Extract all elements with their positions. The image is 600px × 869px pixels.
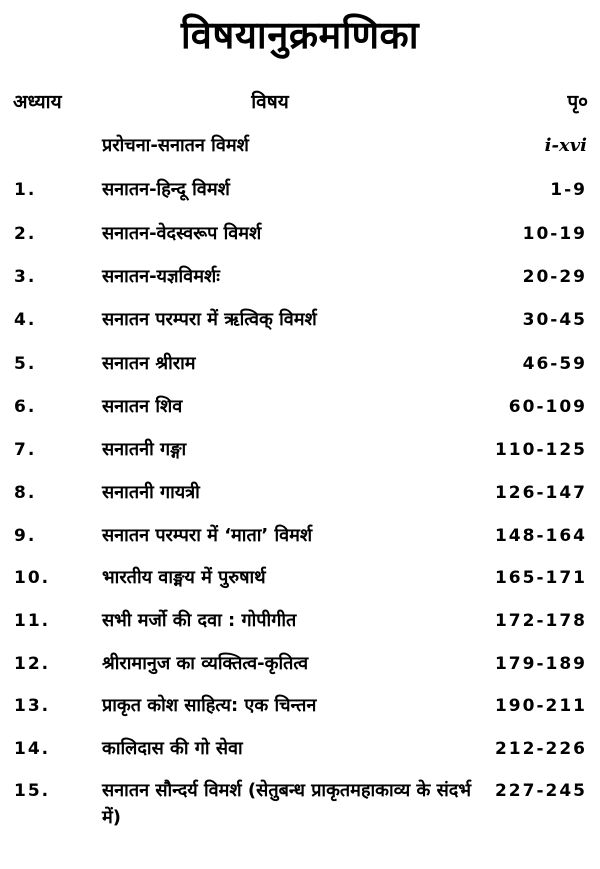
- chapter-topic: सनातन-हिन्दू विमर्श: [102, 179, 230, 200]
- chapter-number: 3.: [14, 267, 37, 287]
- chapter-number: 11.: [14, 611, 51, 631]
- toc-row: [0, 430, 600, 470]
- chapter-topic: सनातन परम्परा में ऋत्विक् विमर्श: [102, 309, 317, 330]
- chapter-number: 6.: [14, 397, 37, 417]
- page-range: 20-29: [522, 267, 587, 287]
- page-range: 172-178: [494, 611, 587, 631]
- toc-row: [0, 601, 600, 641]
- toc-row: [0, 300, 600, 340]
- toc-row: [0, 126, 600, 166]
- chapter-number: 5.: [14, 354, 37, 374]
- chapter-topic: भारतीय वाङ्मय में पुरुषार्थ: [102, 567, 266, 588]
- chapter-topic: सनातनी गङ्गा: [102, 439, 187, 460]
- chapter-topic: प्ररोचना-सनातन विमर्श: [102, 135, 249, 156]
- page-range: 212-226: [494, 739, 587, 759]
- chapter-number: 8.: [14, 483, 37, 503]
- page-range: 46-59: [522, 354, 587, 374]
- chapter-topic: प्राकृत कोश साहित्य: एक चिन्तन: [102, 695, 317, 716]
- toc-row: [0, 214, 600, 254]
- page-range: 148-164: [494, 526, 587, 546]
- chapter-number: 4.: [14, 310, 37, 330]
- toc-row: [0, 558, 600, 598]
- page-range: 165-171: [494, 568, 587, 588]
- toc-row: [0, 644, 600, 684]
- page-range: 126-147: [494, 483, 587, 503]
- page-range: 10-19: [522, 224, 587, 244]
- chapter-number: 10.: [14, 568, 51, 588]
- chapter-topic: श्रीरामानुज का व्यक्तित्व-कृतित्व: [102, 653, 309, 674]
- page-range: 1-9: [550, 180, 587, 200]
- chapter-number: 7.: [14, 440, 37, 460]
- page-range: 60-109: [508, 397, 587, 417]
- chapter-topic: सनातन-वेदस्वरूप विमर्श: [102, 223, 262, 244]
- toc-row: [0, 771, 600, 828]
- toc-row: [0, 516, 600, 556]
- chapter-number: 13.: [14, 696, 51, 716]
- toc-row: [0, 387, 600, 427]
- chapter-number: 14.: [14, 739, 51, 759]
- toc-row: [0, 344, 600, 384]
- chapter-topic: सनातन परम्परा में ‘माता’ विमर्श: [102, 525, 313, 546]
- chapter-number: 9.: [14, 526, 37, 546]
- chapter-topic: सनातन सौन्दर्य विमर्श (सेतुबन्ध प्राकृतमहाकाव्य के संदर्भ में): [102, 780, 471, 828]
- page-title: विषयानुक्रमणिका: [180, 13, 420, 57]
- page-range: 30-45: [522, 310, 587, 330]
- chapter-topic: सनातन श्रीराम: [102, 353, 196, 374]
- chapter-number: 2.: [14, 224, 37, 244]
- column-header-page: पृ०: [567, 91, 588, 113]
- column-header-chapter: अध्याय: [13, 91, 62, 113]
- chapter-topic: सनातनी गायत्री: [102, 482, 200, 503]
- toc-row: [0, 729, 600, 769]
- toc-row: [0, 170, 600, 210]
- column-header-topic: विषय: [251, 91, 289, 113]
- page-range: 227-245: [494, 781, 587, 801]
- chapter-topic: सभी मर्जो की दवा : गोपीगीत: [102, 610, 297, 631]
- toc-row: [0, 686, 600, 726]
- chapter-topic: कालिदास की गो सेवा: [102, 738, 243, 759]
- page-range: i-xvi: [544, 135, 587, 156]
- page-range: 110-125: [494, 440, 587, 460]
- chapter-topic: सनातन शिव: [102, 396, 183, 417]
- chapter-number: 15.: [14, 781, 51, 801]
- chapter-number: 12.: [14, 654, 51, 674]
- toc-row: [0, 257, 600, 297]
- chapter-topic: सनातन-यज्ञविमर्शः: [102, 266, 220, 287]
- page-range: 179-189: [494, 654, 587, 674]
- toc-row: [0, 473, 600, 513]
- chapter-number: 1.: [14, 180, 37, 200]
- page-range: 190-211: [494, 696, 587, 716]
